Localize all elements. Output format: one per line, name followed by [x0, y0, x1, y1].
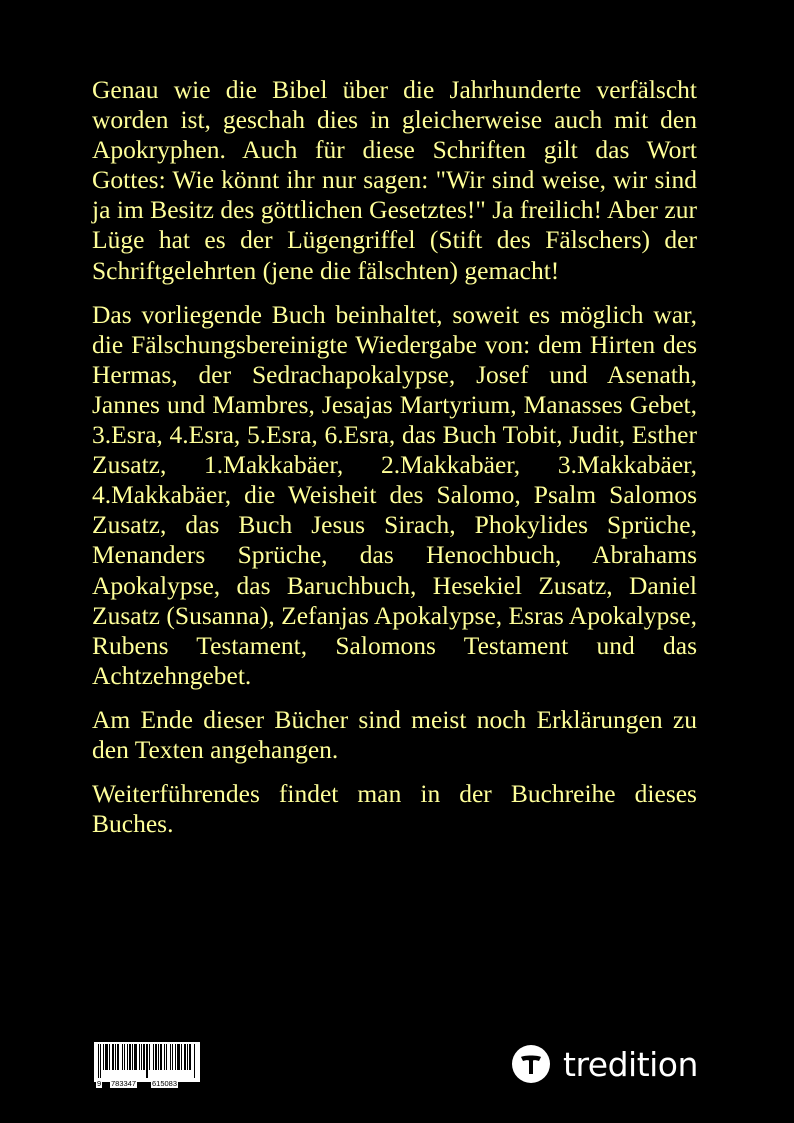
- blurb-paragraph-3: Am Ende dieser Bücher sind meist noch Erklärungen zu den Texten angehangen.: [92, 704, 697, 764]
- isbn-barcode: [94, 1042, 200, 1088]
- barcode-bars-icon: [94, 1042, 200, 1082]
- blurb-paragraph-2: Das vorliegende Buch beinhaltet, soweit es möglich war, die Fälschungsbereinigte Wiedergabe von: dem Hirten des Hermas, der Sedrachapokalypse, Josef und Asenath, Jannes und Mambres, Jesajas Martyrium, Manasses Gebet, 3.Esra, 4.Esra, 5.Esra, 6.Esra, das Buch Tobit, Judit, Esther Zusatz, 1.Makkabäer, 2.Makkabäer, 3.Makkabäer, 4.Makkabäer, die Weisheit des Salomo, Psalm Salomos Zusatz, das Buch Jesus Sirach, Phokylides Sprüche, Menanders Sprüche, das Henochbuch, Abrahams Apokalypse, das Baruchbuch, Hesekiel Zusatz, Daniel Zusatz (Susanna), Zefanjas Apokalypse, Esras Apokalypse, Rubens Testament, Salomons Testament und das Achtzehngebet.: [92, 299, 697, 690]
- barcode-digits-right: 615083: [152, 1079, 178, 1088]
- blurb-paragraph-1: Genau wie die Bibel über die Jahrhunderte verfälscht worden ist, geschah dies in gleicherweise auch mit den Apokryphen. Auch für diese Schriften gilt das Wort Gottes: Wie könnt ihr nur sagen: "Wir sind weise, wir sind ja im Besitz des göttlichen Gesetztes!" Ja freilich! Aber zur Lüge hat es der Lügengriffel (Stift des Fälschers) der Schriftgelehrten (jene die fälschten) gemacht!: [92, 75, 697, 285]
- publisher-logo: [512, 1044, 698, 1084]
- blurb-paragraph-4: Weiterführendes findet man in der Buchreihe dieses Buches.: [92, 779, 697, 839]
- back-cover-blurb: [92, 75, 697, 853]
- barcode-digit-first: 9: [97, 1079, 102, 1088]
- tredition-logo-icon: [512, 1045, 550, 1083]
- publisher-name: tredition: [563, 1044, 698, 1084]
- barcode-digits-left: 783347: [111, 1079, 137, 1088]
